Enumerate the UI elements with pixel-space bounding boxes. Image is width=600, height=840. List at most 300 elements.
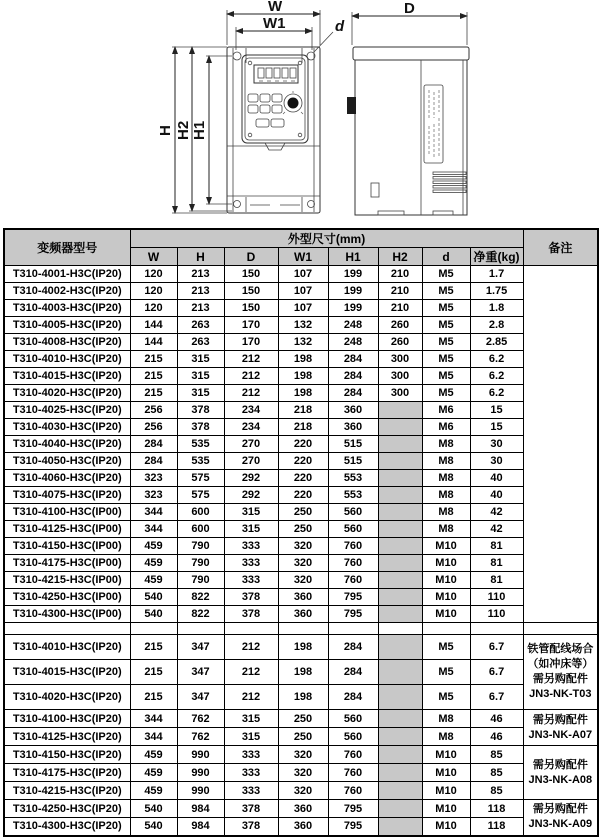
- dim-cell: 250: [278, 728, 328, 746]
- dim-cell: 378: [224, 818, 278, 836]
- dim-cell: 199: [328, 266, 378, 283]
- dim-cell: [378, 782, 422, 800]
- table-row: [4, 385, 598, 402]
- model-cell: T310-4025-H3C(IP20): [4, 402, 130, 419]
- dim-cell: M5: [422, 385, 470, 402]
- dim-cell: 120: [130, 300, 177, 317]
- dim-cell: 250: [278, 710, 328, 728]
- model-cell: T310-4100-H3C(IP20): [4, 710, 130, 728]
- dim-cell: 760: [328, 782, 378, 800]
- dim-cell: 990: [177, 782, 224, 800]
- remark-line: 需另购配件: [532, 713, 588, 726]
- dim-cell: 144: [130, 317, 177, 334]
- dim-cell: [378, 538, 422, 555]
- dim-cell: M10: [422, 538, 470, 555]
- table-header: [4, 229, 598, 266]
- dim-cell: 315: [224, 504, 278, 521]
- side-view-drawing: [347, 0, 469, 215]
- dim-cell: 459: [130, 764, 177, 782]
- dim-cell: 333: [224, 572, 278, 589]
- dim-cell: M10: [422, 764, 470, 782]
- dim-cell: 2.85: [470, 334, 523, 351]
- model-cell: T310-4215-H3C(IP20): [4, 782, 130, 800]
- dim-cell: 333: [224, 764, 278, 782]
- table-row: [4, 728, 598, 746]
- dim-cell: 333: [224, 746, 278, 764]
- dim-cell: 40: [470, 487, 523, 504]
- remark-line: JN3-NK-A09: [528, 818, 593, 831]
- dim-cell: 284: [328, 351, 378, 368]
- dim-cell: [378, 521, 422, 538]
- model-cell: T310-4175-H3C(IP20): [4, 764, 130, 782]
- model-cell: T310-4015-H3C(IP20): [4, 368, 130, 385]
- dim-cell: 284: [130, 453, 177, 470]
- dim-cell: 284: [130, 436, 177, 453]
- dim-cell: 760: [328, 555, 378, 572]
- dim-cell: 15: [470, 419, 523, 436]
- dim-cell: 46: [470, 710, 523, 728]
- model-cell: T310-4040-H3C(IP20): [4, 436, 130, 453]
- dim-cell: 360: [278, 589, 328, 606]
- dim-cell: 320: [278, 538, 328, 555]
- dim-cell: 344: [130, 728, 177, 746]
- dim-cell: 234: [224, 419, 278, 436]
- mount-hole-icon: [233, 52, 241, 60]
- dim-cell: 344: [130, 521, 177, 538]
- remark-line: 需另购配件: [532, 803, 588, 816]
- dim-cell: [378, 800, 422, 818]
- model-cell: T310-4010-H3C(IP20): [4, 635, 130, 660]
- dim-cell: 107: [278, 283, 328, 300]
- dim-cell: 170: [224, 334, 278, 351]
- dim-cell: 263: [177, 334, 224, 351]
- dim-cell: 198: [278, 351, 328, 368]
- dim-cell: 15: [470, 402, 523, 419]
- dim-cell: [130, 623, 177, 635]
- dim-cell: 360: [278, 818, 328, 836]
- dim-cell: 81: [470, 538, 523, 555]
- dim-label-depth: D: [404, 0, 415, 17]
- dim-cell: 210: [378, 283, 422, 300]
- dim-cell: 315: [177, 368, 224, 385]
- table-row: [4, 351, 598, 368]
- dim-cell: 1.7: [470, 266, 523, 283]
- dim-cell: 990: [177, 764, 224, 782]
- dim-cell: 198: [278, 685, 328, 710]
- dim-cell: 118: [470, 818, 523, 836]
- dim-cell: 107: [278, 266, 328, 283]
- dim-cell: 215: [130, 635, 177, 660]
- model-cell: T310-4005-H3C(IP20): [4, 317, 130, 334]
- dim-cell: 575: [177, 470, 224, 487]
- dim-cell: 250: [278, 521, 328, 538]
- dim-cell: 515: [328, 453, 378, 470]
- table-row: [4, 685, 598, 710]
- model-cell: T310-4003-H3C(IP20): [4, 300, 130, 317]
- dim-cell: [470, 623, 523, 635]
- dim-cell: [328, 623, 378, 635]
- dim-cell: 144: [130, 334, 177, 351]
- dim-cell: 760: [328, 764, 378, 782]
- table-row: [4, 419, 598, 436]
- dim-cell: 540: [130, 800, 177, 818]
- dim-cell: 378: [224, 589, 278, 606]
- dim-cell: 515: [328, 436, 378, 453]
- dim-cell: 213: [177, 300, 224, 317]
- dim-cell: M6: [422, 402, 470, 419]
- dim-cell: 150: [224, 283, 278, 300]
- dim-cell: 795: [328, 818, 378, 836]
- table-row: [4, 710, 598, 728]
- dim-cell: 85: [470, 782, 523, 800]
- dim-cell: 535: [177, 453, 224, 470]
- model-cell: T310-4008-H3C(IP20): [4, 334, 130, 351]
- table-row: [4, 317, 598, 334]
- dim-cell: 600: [177, 504, 224, 521]
- dim-cell: 198: [278, 635, 328, 660]
- table-body: [4, 266, 598, 836]
- table-row: [4, 266, 598, 283]
- table-row: [4, 746, 598, 764]
- dim-cell: 990: [177, 746, 224, 764]
- dim-cell: [378, 487, 422, 504]
- dim-cell: 315: [224, 521, 278, 538]
- model-cell: T310-4175-H3C(IP00): [4, 555, 130, 572]
- dim-cell: 250: [278, 504, 328, 521]
- table-row: [4, 300, 598, 317]
- dim-cell: 198: [278, 368, 328, 385]
- table-row: [4, 572, 598, 589]
- dim-cell: M8: [422, 728, 470, 746]
- dim-cell: 212: [224, 351, 278, 368]
- dim-cell: M10: [422, 589, 470, 606]
- dim-cell: [422, 623, 470, 635]
- dim-cell: 560: [328, 728, 378, 746]
- dim-cell: 553: [328, 487, 378, 504]
- dim-cell: 760: [328, 572, 378, 589]
- front-view-drawing: [157, 0, 345, 213]
- dim-cell: 378: [224, 800, 278, 818]
- model-cell: T310-4250-H3C(IP20): [4, 800, 130, 818]
- dim-cell: 212: [224, 660, 278, 685]
- dim-cell: 1.75: [470, 283, 523, 300]
- dim-cell: 333: [224, 782, 278, 800]
- dim-cell: 984: [177, 818, 224, 836]
- dim-cell: 212: [224, 368, 278, 385]
- dim-cell: 459: [130, 746, 177, 764]
- dim-cell: 300: [378, 368, 422, 385]
- remark-line: JN3-NK-A08: [528, 773, 593, 786]
- header-h2: H2: [378, 248, 422, 266]
- model-cell: T310-4100-H3C(IP00): [4, 504, 130, 521]
- dim-cell: [378, 436, 422, 453]
- table-row: [4, 334, 598, 351]
- dim-cell: 320: [278, 555, 328, 572]
- remark-cell-empty: [523, 266, 598, 623]
- table-row: [4, 521, 598, 538]
- model-cell: T310-4300-H3C(IP20): [4, 818, 130, 836]
- dim-cell: 199: [328, 283, 378, 300]
- dim-cell: [378, 746, 422, 764]
- dim-label-d-hole: d: [335, 18, 345, 35]
- dim-cell: 248: [328, 317, 378, 334]
- dim-cell: 292: [224, 470, 278, 487]
- header-d: D: [224, 248, 278, 266]
- dim-cell: 320: [278, 746, 328, 764]
- dim-cell: [378, 555, 422, 572]
- dim-cell: 284: [328, 685, 378, 710]
- dim-cell: M8: [422, 487, 470, 504]
- remark-cell: [523, 635, 598, 710]
- dim-cell: 260: [378, 334, 422, 351]
- dim-cell: M8: [422, 710, 470, 728]
- mount-hole-icon: [308, 201, 315, 208]
- dim-cell: 256: [130, 419, 177, 436]
- model-cell: T310-4002-H3C(IP20): [4, 283, 130, 300]
- dim-cell: 347: [177, 635, 224, 660]
- dim-cell: 360: [328, 419, 378, 436]
- dim-cell: 540: [130, 589, 177, 606]
- dim-cell: 199: [328, 300, 378, 317]
- dim-cell: 263: [177, 317, 224, 334]
- dim-cell: 284: [328, 368, 378, 385]
- remark-line: 铁管配线场合: [527, 643, 594, 655]
- dim-cell: 790: [177, 572, 224, 589]
- dim-cell: [378, 764, 422, 782]
- dim-cell: 213: [177, 266, 224, 283]
- dim-cell: 81: [470, 572, 523, 589]
- dimension-drawings: [0, 0, 600, 226]
- dim-cell: M5: [422, 685, 470, 710]
- dim-cell: 248: [328, 334, 378, 351]
- dim-cell: 132: [278, 334, 328, 351]
- dim-cell: 540: [130, 818, 177, 836]
- dim-cell: M8: [422, 470, 470, 487]
- dim-cell: 6.2: [470, 368, 523, 385]
- dim-cell: [177, 623, 224, 635]
- dim-cell: 822: [177, 589, 224, 606]
- model-cell: T310-4015-H3C(IP20): [4, 660, 130, 685]
- dim-cell: 553: [328, 470, 378, 487]
- dim-cell: 360: [278, 800, 328, 818]
- dim-label-w1: W1: [263, 15, 286, 32]
- model-cell: T310-4125-H3C(IP20): [4, 728, 130, 746]
- dim-cell: 150: [224, 300, 278, 317]
- model-cell: T310-4215-H3C(IP00): [4, 572, 130, 589]
- header-dims-group: 外型尺寸(mm): [130, 229, 523, 248]
- dim-cell: [378, 635, 422, 660]
- dim-cell: M8: [422, 453, 470, 470]
- header-h1: H1: [328, 248, 378, 266]
- dim-cell: 284: [328, 660, 378, 685]
- dim-cell: 110: [470, 589, 523, 606]
- dim-cell: [378, 623, 422, 635]
- dim-cell: 260: [378, 317, 422, 334]
- dim-cell: 320: [278, 572, 328, 589]
- dim-cell: 560: [328, 710, 378, 728]
- dim-cell: [378, 710, 422, 728]
- dim-cell: 795: [328, 589, 378, 606]
- dim-cell: 284: [328, 385, 378, 402]
- dim-cell: M10: [422, 572, 470, 589]
- dim-cell: 347: [177, 685, 224, 710]
- table-row: [4, 555, 598, 572]
- dim-cell: 315: [224, 710, 278, 728]
- dim-cell: M10: [422, 782, 470, 800]
- dim-cell: 81: [470, 555, 523, 572]
- dim-cell: 118: [470, 800, 523, 818]
- dim-label-h1: H1: [191, 120, 208, 140]
- dim-cell: 220: [278, 436, 328, 453]
- dim-cell: 344: [130, 504, 177, 521]
- dim-cell: M5: [422, 660, 470, 685]
- dim-cell: 198: [278, 385, 328, 402]
- dim-cell: M10: [422, 606, 470, 623]
- dim-cell: 212: [224, 385, 278, 402]
- dim-cell: 560: [328, 521, 378, 538]
- keypad-buttons: [248, 94, 284, 127]
- separator-row: [4, 623, 598, 635]
- dim-cell: 822: [177, 606, 224, 623]
- model-cell: T310-4125-H3C(IP00): [4, 521, 130, 538]
- dim-cell: 1.8: [470, 300, 523, 317]
- dim-cell: 315: [224, 728, 278, 746]
- remark-line: JN3-NK-A07: [528, 728, 593, 741]
- dim-cell: 132: [278, 317, 328, 334]
- dim-cell: 42: [470, 504, 523, 521]
- dim-cell: 300: [378, 351, 422, 368]
- dim-cell: 315: [177, 351, 224, 368]
- mount-bracket-icon: [347, 97, 356, 114]
- dim-cell: 40: [470, 470, 523, 487]
- dim-cell: 6.7: [470, 635, 523, 660]
- dim-cell: 215: [130, 385, 177, 402]
- dim-cell: M5: [422, 317, 470, 334]
- dim-cell: 218: [278, 402, 328, 419]
- table-row: [4, 504, 598, 521]
- dim-cell: [378, 470, 422, 487]
- remark-cell: [523, 746, 598, 800]
- dim-cell: [4, 623, 130, 635]
- dim-cell: 760: [328, 538, 378, 555]
- dim-cell: M5: [422, 368, 470, 385]
- dim-cell: 215: [130, 368, 177, 385]
- table-row: [4, 368, 598, 385]
- dim-cell: 270: [224, 453, 278, 470]
- table-row: [4, 538, 598, 555]
- dim-cell: 795: [328, 800, 378, 818]
- dim-cell: 170: [224, 317, 278, 334]
- dim-cell: M8: [422, 504, 470, 521]
- dim-cell: 790: [177, 555, 224, 572]
- dim-cell: 333: [224, 538, 278, 555]
- dim-cell: 85: [470, 764, 523, 782]
- header-model: 变频器型号: [4, 229, 130, 266]
- table-row: [4, 660, 598, 685]
- model-cell: T310-4030-H3C(IP20): [4, 419, 130, 436]
- mount-hole-icon: [234, 201, 241, 208]
- side-label-sticker: [424, 85, 443, 163]
- dim-cell: 360: [328, 402, 378, 419]
- dimension-spec-table: [3, 228, 599, 837]
- model-cell: T310-4150-H3C(IP20): [4, 746, 130, 764]
- model-cell: T310-4075-H3C(IP20): [4, 487, 130, 504]
- dim-label-h: H: [157, 125, 174, 136]
- dim-cell: 85: [470, 746, 523, 764]
- model-cell: T310-4020-H3C(IP20): [4, 385, 130, 402]
- dim-cell: 6.7: [470, 660, 523, 685]
- vent-slots-icon: [433, 172, 466, 193]
- dim-cell: 220: [278, 470, 328, 487]
- dim-cell: M5: [422, 283, 470, 300]
- dim-cell: M5: [422, 635, 470, 660]
- dim-cell: 120: [130, 266, 177, 283]
- dim-cell: 360: [278, 606, 328, 623]
- dim-cell: M10: [422, 800, 470, 818]
- dim-cell: [378, 419, 422, 436]
- header-dhole: d: [422, 248, 470, 266]
- remark-line: 需另购配件: [532, 758, 588, 771]
- dim-cell: [378, 660, 422, 685]
- dim-cell: 984: [177, 800, 224, 818]
- keypad-panel: [242, 55, 308, 143]
- dim-cell: 270: [224, 436, 278, 453]
- dim-cell: 215: [130, 660, 177, 685]
- dim-cell: 378: [177, 419, 224, 436]
- dim-cell: 6.7: [470, 685, 523, 710]
- dim-cell: 323: [130, 470, 177, 487]
- table-row: [4, 782, 598, 800]
- dim-cell: 120: [130, 283, 177, 300]
- model-cell: T310-4300-H3C(IP00): [4, 606, 130, 623]
- table-row: [4, 764, 598, 782]
- dim-cell: 30: [470, 436, 523, 453]
- remark-cell: [523, 800, 598, 836]
- dim-cell: 6.2: [470, 385, 523, 402]
- dim-cell: 213: [177, 283, 224, 300]
- model-cell: T310-4050-H3C(IP20): [4, 453, 130, 470]
- dim-cell: 150: [224, 266, 278, 283]
- dim-cell: M5: [422, 266, 470, 283]
- dim-cell: 762: [177, 728, 224, 746]
- dim-cell: 2.8: [470, 317, 523, 334]
- dim-cell: 535: [177, 436, 224, 453]
- dim-label-w: W: [268, 0, 283, 15]
- dim-cell: 220: [278, 453, 328, 470]
- dim-cell: 762: [177, 710, 224, 728]
- dim-cell: [378, 606, 422, 623]
- dim-cell: [378, 572, 422, 589]
- table-row: [4, 818, 598, 836]
- table-row: [4, 470, 598, 487]
- dim-cell: 210: [378, 266, 422, 283]
- drawings-svg: [0, 0, 600, 226]
- dim-cell: M10: [422, 818, 470, 836]
- dim-cell: M5: [422, 351, 470, 368]
- dim-cell: 320: [278, 764, 328, 782]
- dim-cell: M10: [422, 746, 470, 764]
- dim-cell: 300: [378, 385, 422, 402]
- dim-cell: 320: [278, 782, 328, 800]
- dim-cell: 256: [130, 402, 177, 419]
- dim-cell: M10: [422, 555, 470, 572]
- dim-cell: 210: [378, 300, 422, 317]
- dim-cell: M8: [422, 436, 470, 453]
- remark-line: （如冲床等）: [527, 658, 594, 670]
- dim-cell: M5: [422, 300, 470, 317]
- dim-cell: [378, 589, 422, 606]
- dim-cell: 315: [177, 385, 224, 402]
